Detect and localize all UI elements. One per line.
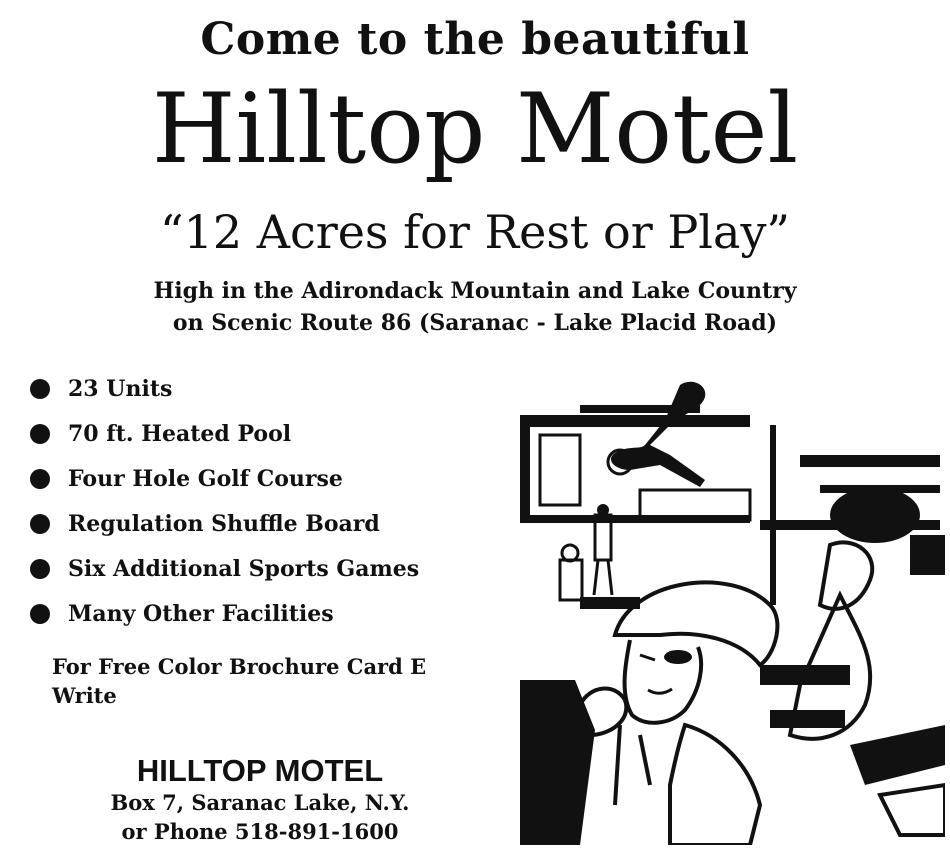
feature-item (30, 456, 419, 501)
slogan: “12 Acres for Rest or Play” (160, 205, 790, 259)
feature-item (30, 591, 419, 636)
feature-label: 23 Units (68, 375, 173, 402)
shadow-shape (760, 665, 850, 685)
building-shape (770, 425, 776, 605)
bullet-icon (30, 604, 50, 624)
building-shape (520, 415, 750, 427)
woman-hair (615, 582, 777, 665)
brochure-line-1: For Free Color Brochure Card E (52, 654, 427, 679)
intro-heading: Come to the beautiful (200, 14, 750, 65)
building-shape (540, 435, 580, 505)
person-figure (820, 542, 872, 608)
bullet-icon (30, 469, 50, 489)
feature-label: Six Additional Sports Games (68, 555, 420, 582)
deck-chair (880, 785, 945, 835)
contact-address: Box 7, Saranac Lake, N.Y. (110, 790, 410, 815)
feature-item (30, 501, 419, 546)
feature-item (30, 411, 419, 456)
location-line-2: on Scenic Route 86 (Saranac - Lake Placid Road) (172, 310, 778, 336)
woman-shoulder (670, 725, 760, 845)
building-shape (800, 455, 940, 467)
woman-eye (664, 650, 692, 664)
building-shape (520, 427, 530, 522)
motel-title: Hilltop Motel (151, 73, 799, 185)
feature-label: Four Hole Golf Course (68, 465, 343, 492)
deck-chair (850, 725, 945, 785)
contact-phone: or Phone 518-891-1600 (121, 819, 399, 844)
bullet-icon (30, 514, 50, 534)
bullet-icon (30, 379, 50, 399)
contact-name: HILLTOP MOTEL (136, 753, 384, 788)
building-shape (910, 535, 945, 575)
feature-label: Many Other Facilities (68, 600, 334, 627)
tree-shape (830, 487, 920, 543)
resort-illustration (520, 365, 945, 845)
person-figure (560, 560, 582, 600)
brochure-note (52, 652, 426, 710)
woman-body (520, 680, 595, 845)
feature-label: 70 ft. Heated Pool (68, 420, 292, 447)
feature-item (30, 366, 419, 411)
feature-item (30, 546, 419, 591)
bullet-icon (30, 559, 50, 579)
person-head (597, 504, 609, 516)
location-line-1: High in the Adirondack Mountain and Lake Country (153, 278, 797, 304)
brochure-line-2: Write (52, 683, 117, 708)
woman-face (625, 640, 702, 723)
shadow-shape (770, 710, 845, 728)
features-list (30, 366, 419, 636)
feature-label: Regulation Shuffle Board (68, 510, 380, 537)
bullet-icon (30, 424, 50, 444)
